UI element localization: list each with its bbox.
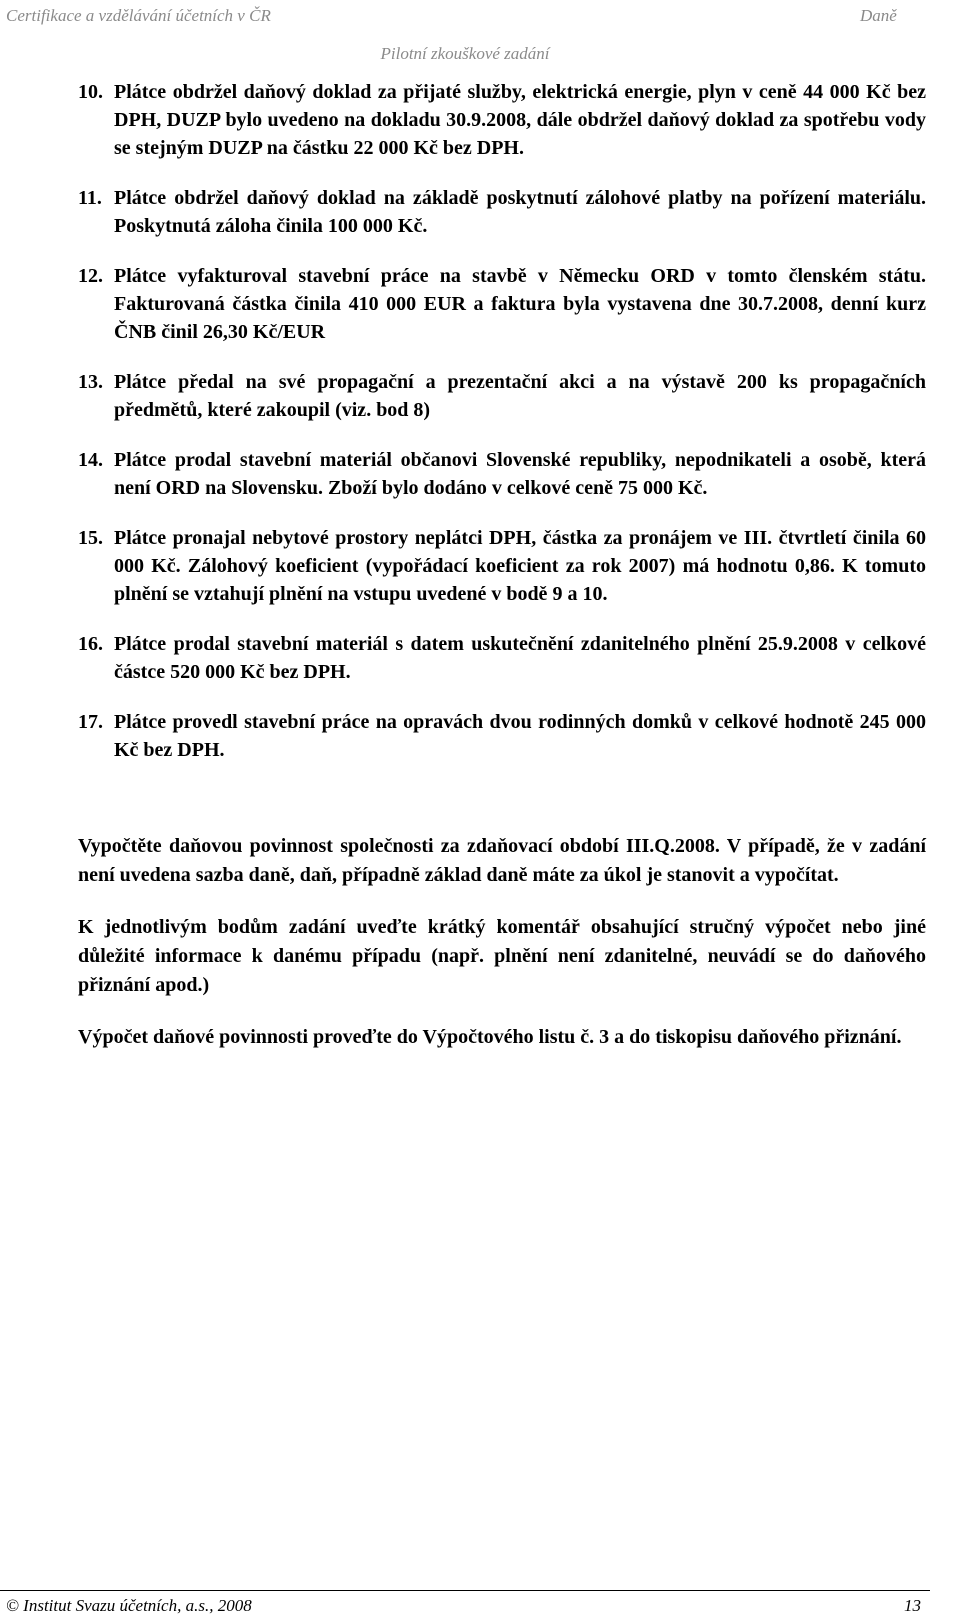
list-item xyxy=(78,446,926,502)
list-item xyxy=(78,630,926,686)
item-text: Plátce pronajal nebytové prostory neplátci DPH, částka za pronájem ve III. čtvrtletí činila 60 000 Kč. Zálohový koeficient (vypořádací koeficient za rok 2007) má hodnotu 0,86. K tomuto plnění se vztahují plnění na vstupu uvedené v bodě 9 a 10. xyxy=(114,527,926,605)
item-number: 12. xyxy=(78,265,103,287)
item-text: Plátce prodal stavební materiál s datem uskutečnění zdanitelného plnění 25.9.2008 v celkové částce 520 000 Kč bez DPH. xyxy=(114,633,926,683)
item-number: 14. xyxy=(78,449,103,471)
instruction-calculate: Vypočtěte daňovou povinnost společnosti za zdaňovací období III.Q.2008. V případě, že v zadání není uvedena sazba daně, daň, případně základ daně máte za úkol je stanovit a vypočítat. xyxy=(78,835,926,886)
item-text: Plátce vyfakturoval stavební práce na stavbě v Německu ORD v tomto členském státu. Fakturovaná částka činila 410 000 EUR a faktura byla vystavena dne 30.7.2008, denní kurz ČNB činil 26,30 Kč/EUR xyxy=(114,265,926,343)
list-item xyxy=(78,184,926,240)
item-number: 16. xyxy=(78,633,103,655)
item-text: Plátce obdržel daňový doklad za přijaté služby, elektrická energie, plyn v ceně 44 000 Kč bez DPH, DUZP bylo uvedeno na dokladu 30.9.2008, dále obdržel daňový doklad za spotřebu vody se stejným DUZP na částku 22 000 Kč bez DPH. xyxy=(114,81,926,159)
header-subject: Daně xyxy=(860,6,897,25)
item-text: Plátce prodal stavební materiál občanovi Slovenské republiky, nepodnikateli a osobě, která není ORD na Slovensku. Zboží bylo dodáno v celkové ceně 75 000 Kč. xyxy=(114,449,926,499)
list-item xyxy=(78,368,926,424)
item-number: 13. xyxy=(78,371,103,393)
page-number: 13 xyxy=(904,1596,921,1615)
list-item xyxy=(78,708,926,764)
list-item xyxy=(78,262,926,346)
item-number: 11. xyxy=(78,187,102,209)
header-course-title: Certifikace a vzdělávání účetních v ČR xyxy=(6,6,271,25)
footer-copyright: © Institut Svazu účetních, a.s., 2008 xyxy=(6,1596,252,1615)
header-subtitle: Pilotní zkouškové zadání xyxy=(380,44,550,63)
item-number: 15. xyxy=(78,527,103,549)
item-text: Plátce obdržel daňový doklad na základě poskytnutí zálohové platby na pořízení materiálu. Poskytnutá záloha činila 100 000 Kč. xyxy=(114,187,926,237)
list-item xyxy=(78,524,926,608)
document-body xyxy=(78,78,926,1075)
footer-divider xyxy=(0,1590,930,1591)
item-number: 17. xyxy=(78,711,103,733)
item-text: Plátce předal na své propagační a prezentační akci a na výstavě 200 ks propagačních předmětů, které zakoupil (viz. bod 8) xyxy=(114,371,926,421)
list-item xyxy=(78,78,926,162)
item-number: 10. xyxy=(78,81,103,103)
item-text: Plátce provedl stavební práce na opravách dvou rodinných domků v celkové hodnotě 245 000 Kč bez DPH. xyxy=(114,711,926,761)
instruction-comment: K jednotlivým bodům zadání uveďte krátký komentář obsahující stručný výpočet nebo jiné důležité informace k danému případu (např. plnění není zdanitelné, neuvádí se do daňového přiznání apod.) xyxy=(78,916,926,996)
instruction-worksheet: Výpočet daňové povinnosti proveďte do Výpočtového listu č. 3 a do tiskopisu daňového přiznání. xyxy=(78,1026,902,1048)
